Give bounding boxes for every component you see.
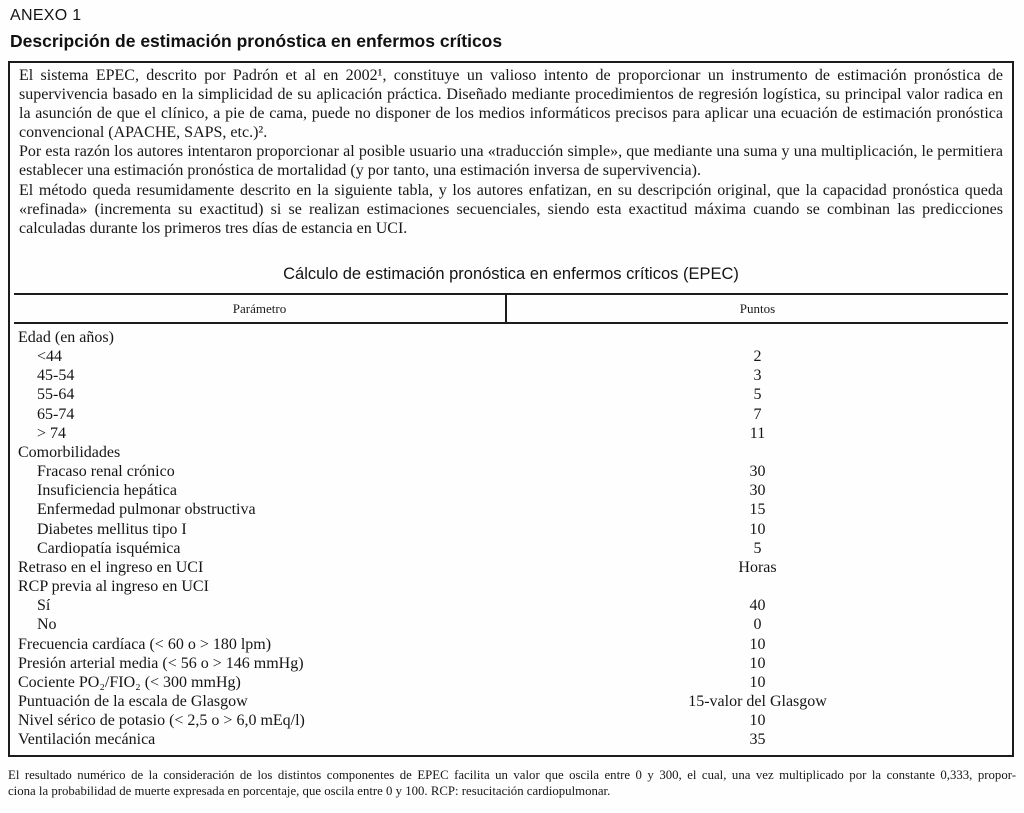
- intro-paragraph-2: Por esta razón los autores intentaron proporcionar al posible usuario una «traducción simple», que mediante una suma y una multiplicación, le permitiera establecer una estimación pronóstica de mortalidad (y por tanto, una estimación inversa de supervivencia).: [19, 143, 1003, 180]
- table-row: [14, 635, 1008, 654]
- table-row: [14, 500, 1008, 519]
- table-header-row: [14, 293, 1008, 324]
- param-cell: 55-64: [37, 386, 75, 404]
- param-cell: Fracaso renal crónico: [37, 463, 175, 481]
- points-cell: 5: [753, 539, 762, 557]
- param-cell: Ventilación mecánica: [18, 731, 156, 749]
- points-cell: 11: [749, 424, 766, 442]
- column-header-parametro: Parámetro: [14, 295, 507, 322]
- footnote-line-2: ciona la probabilidad de muerte expresada en porcentaje, que oscila entre 0 y 100. RCP: resucitación cardiopulmonar.: [8, 783, 611, 798]
- table-body: [14, 324, 1008, 749]
- points-cell: 5: [753, 386, 762, 404]
- points-cell: 3: [753, 367, 762, 385]
- table-row: [14, 711, 1008, 730]
- points-cell: Horas: [738, 558, 777, 576]
- table-row: [14, 347, 1008, 366]
- points-cell: 15-valor del Glasgow: [688, 692, 827, 710]
- points-cell: 30: [749, 463, 766, 481]
- param-cell: 45-54: [37, 367, 75, 385]
- param-cell: Comorbilidades: [18, 443, 121, 461]
- points-cell: 2: [753, 348, 762, 366]
- param-cell: Puntuación de la escala de Glasgow: [18, 692, 248, 710]
- table-row: [14, 692, 1008, 711]
- param-cell: > 74: [37, 424, 67, 442]
- param-cell: Insuficiencia hepática: [37, 482, 177, 500]
- table-row: [14, 328, 1008, 347]
- table-row: [14, 654, 1008, 673]
- table-row: [14, 596, 1008, 615]
- points-cell: 35: [749, 731, 766, 749]
- annex-label: ANEXO 1: [10, 7, 82, 24]
- param-cell: Diabetes mellitus tipo I: [37, 520, 187, 538]
- param-cell: Cociente PO₂/FIO₂ (< 300 mmHg): [18, 673, 241, 691]
- table-row: [14, 443, 1008, 462]
- intro-paragraph-3: El método queda resumidamente descrito en la siguiente tabla, y los autores enfatizan, en su descripción original, que la capacidad pronóstica queda «refinada» (incrementa su exactitud) si se realizan estimaciones secuenciales, siendo esta exactitud máxima cuando se combinan las predicciones calculadas durante los primeros tres días de estancia en UCI.: [19, 181, 1003, 237]
- points-cell: 10: [749, 712, 766, 730]
- points-cell: 10: [749, 520, 766, 538]
- points-cell: 0: [753, 616, 762, 634]
- points-cell: 10: [749, 654, 766, 672]
- param-cell: Presión arterial media (< 56 o > 146 mmHg): [18, 654, 304, 672]
- points-cell: [507, 328, 1008, 347]
- param-cell: 65-74: [37, 405, 75, 423]
- table-row: [14, 615, 1008, 634]
- table-row: [14, 366, 1008, 385]
- param-cell: Frecuencia cardíaca (< 60 o > 180 lpm): [18, 635, 272, 653]
- points-cell: 10: [749, 635, 766, 653]
- table-title: Cálculo de estimación pronóstica en enfermos críticos (EPEC): [283, 265, 739, 283]
- footnote-line-1: El resultado numérico de la consideración de los distintos componentes de EPEC facilita un valor que oscila entre 0 y 300, el cual, una vez multiplicado por la constante 0,333, propor-: [8, 768, 1016, 782]
- table-row: [14, 424, 1008, 443]
- content-box: [8, 61, 1014, 757]
- points-cell: [507, 443, 1008, 462]
- param-cell: Edad (en años): [18, 329, 114, 346]
- param-cell: Cardiopatía isquémica: [37, 539, 181, 557]
- points-cell: 15: [749, 501, 766, 519]
- intro-text: [19, 66, 1003, 238]
- epec-table: [14, 293, 1008, 749]
- footnote: [8, 768, 1016, 800]
- table-row: [14, 539, 1008, 558]
- points-cell: 40: [749, 597, 766, 615]
- table-row: [14, 558, 1008, 577]
- points-cell: 10: [749, 673, 766, 691]
- param-cell: RCP previa al ingreso en UCI: [18, 578, 209, 596]
- param-cell: No: [37, 616, 57, 634]
- table-row: [14, 577, 1008, 596]
- param-cell: <44: [37, 348, 63, 366]
- param-cell: Retraso en el ingreso en UCI: [18, 558, 204, 576]
- param-cell: Sí: [37, 597, 51, 615]
- table-row: [14, 385, 1008, 404]
- points-cell: 7: [753, 405, 762, 423]
- table-row: [14, 730, 1008, 749]
- table-row: [14, 462, 1008, 481]
- table-row: [14, 405, 1008, 424]
- points-cell: 30: [749, 482, 766, 500]
- param-cell: Enfermedad pulmonar obstructiva: [37, 501, 256, 519]
- column-header-puntos: Puntos: [739, 300, 776, 316]
- points-cell: [507, 577, 1008, 596]
- param-cell: Nivel sérico de potasio (< 2,5 o > 6,0 mEq/l): [18, 712, 305, 730]
- table-row: [14, 520, 1008, 539]
- intro-paragraph-1: El sistema EPEC, descrito por Padrón et al en 2002¹, constituye un valioso intento de proporcionar un instrumento de estimación pronóstica de supervivencia basado en la simplicidad de su aplicación práctica. Diseñado mediante procedimientos de regresión logística, su principal valor radica en la asunción de que el clínico, a pie de cama, puede no disponer de los medios informáticos precisos para aplicar una ecuación de estimación pronóstica convencional (APACHE, SAPS, etc.)².: [19, 67, 1003, 142]
- document-title: Descripción de estimación pronóstica en enfermos críticos: [10, 31, 503, 51]
- table-row: [14, 673, 1008, 692]
- table-row: [14, 481, 1008, 500]
